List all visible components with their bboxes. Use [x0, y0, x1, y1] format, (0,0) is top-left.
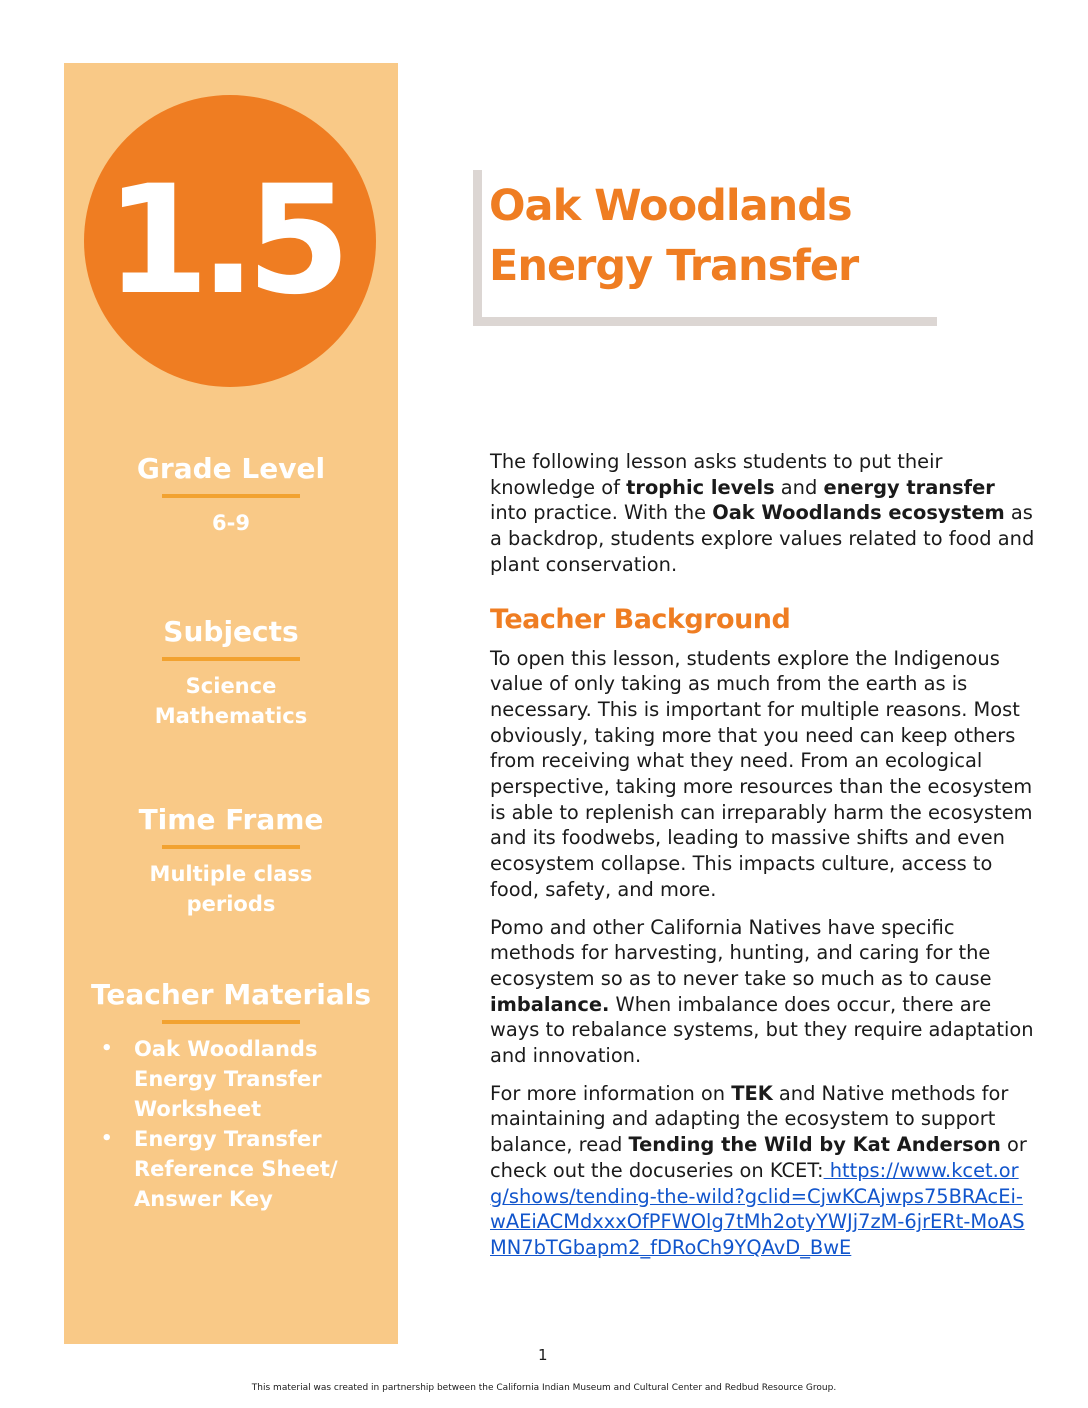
title-frame-vertical-bar [473, 170, 482, 326]
subjects-section [64, 615, 398, 731]
page-number: 1 [538, 1346, 548, 1364]
background-paragraph-3: For more information on TEK and Native methods for maintaining and adapting the ecosystem to support balance, read Tending the Wild by Kat Anderson or check out the docuseries on KCET: https://www.kcet.org/shows/tending-the-wild?gclid=CjwKCAjwps75BRAcEi-wAEiACMdxxxOfPFWOlg7tMh2otyYWJj7zM-6jrERt-MoASMN7bTGbapm2_fDRoCh9YQAvD_BwE [490, 1081, 1027, 1259]
footer-credit: This material was created in partnership between the California Indian Museum and Cultural Center and Redbud Resource Group. [251, 1383, 837, 1393]
grade-level-value: 6-9 [212, 511, 250, 535]
page-title: Oak Woodlands Energy Transfer [489, 181, 859, 291]
material-item: • Oak Woodlands Energy Transfer Worksheet [64, 1034, 398, 1124]
teacher-background-heading: Teacher Background [490, 603, 791, 635]
time-frame-section [64, 803, 398, 919]
grade-level-section [64, 452, 398, 538]
subject-item: Mathematics [154, 704, 308, 728]
material-item: • Energy Transfer Reference Sheet/ Answer Key [64, 1124, 398, 1214]
time-frame-value: periods [186, 892, 276, 916]
time-frame-heading: Time Frame [138, 803, 324, 836]
intro-paragraph: The following lesson asks students to put their knowledge of trophic levels and energy transfer into practice. With the Oak Woodlands ecosystem as a backdrop, students explore values related to food and plant conservation. [490, 450, 1035, 576]
subjects-heading: Subjects [163, 615, 299, 648]
grade-level-heading: Grade Level [136, 452, 326, 485]
background-paragraph-1: To open this lesson, students explore the Indigenous value of only taking as much from the earth as is necessary. This is important for multiple reasons. Most obviously, taking more that you need can keep others from receiving what they need. From an ecological perspective, taking more resources than the ecosystem is able to replenish can irreparably harm the ecosystem and its foodwebs, leading to massive shifts and even ecosystem collapse. This impacts culture, access to food, safety, and more. [490, 646, 1033, 901]
title-frame-horizontal-bar [473, 317, 937, 326]
teacher-materials-section [64, 978, 398, 1214]
kcet-link[interactable]: https://www.kcet.org/shows/tending-the-wild?gclid=CjwKCAjwps75BRAcEi-wAEiACMdxxxOfPFWOlg7tMh2otyYWJj7zM-6jrERt-MoASMN7bTGbapm2_fDRoCh9YQAvD_BwE [490, 1158, 1025, 1259]
title-frame [473, 170, 937, 326]
time-frame-divider [162, 845, 300, 849]
time-frame-value: Multiple class [149, 862, 313, 886]
teacher-materials-divider [162, 1020, 300, 1024]
subjects-divider [162, 657, 300, 661]
background-paragraph-2: Pomo and other California Natives have specific methods for harvesting, hunting, and caring for the ecosystem so as to never take so much as to cause imbalance. When imbalance does occur, there are ways to rebalance systems, but they require adaptation and innovation. [490, 915, 1034, 1068]
lesson-number: 1.5 [105, 154, 341, 328]
subject-item: Science [185, 674, 277, 698]
teacher-materials-list [64, 1034, 398, 1214]
main-content [490, 449, 1035, 1273]
grade-level-divider [162, 494, 300, 498]
teacher-materials-heading: Teacher Materials [90, 978, 372, 1011]
